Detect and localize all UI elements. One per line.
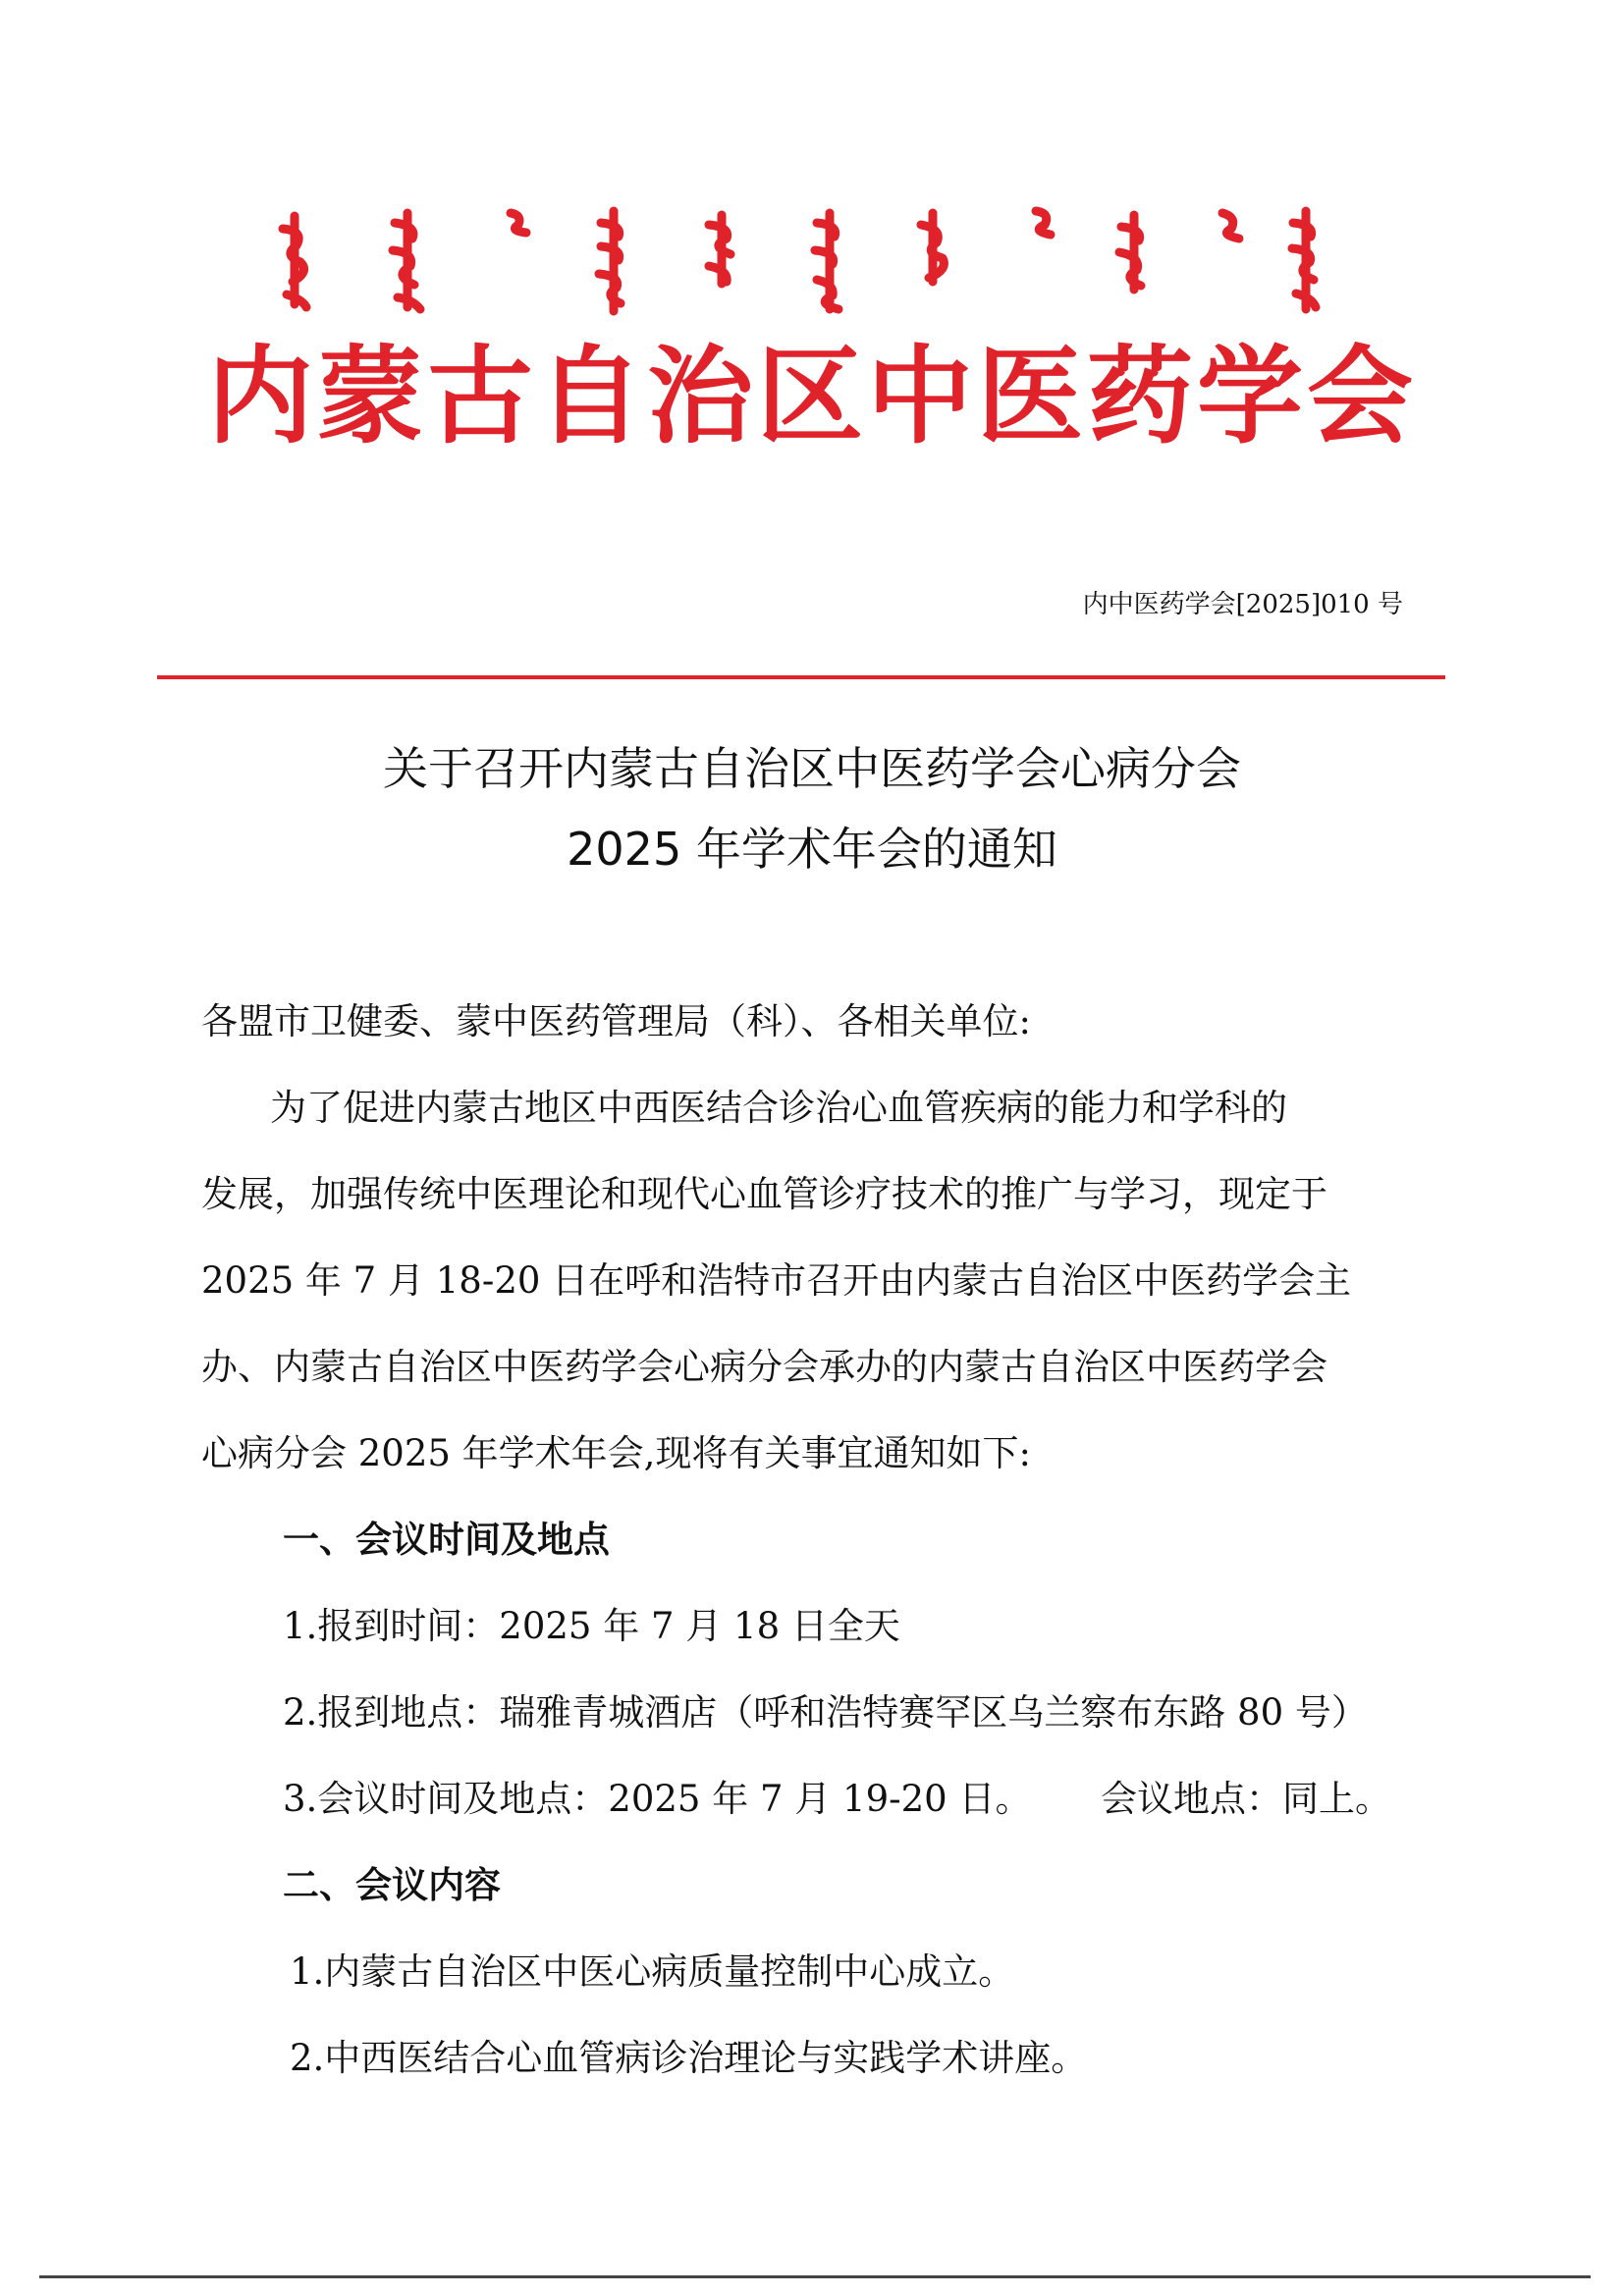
bottom-edge-line xyxy=(39,2275,1591,2278)
mongolian-word-10 xyxy=(1222,213,1239,239)
section-2-heading: 二、会议内容 xyxy=(283,1864,501,1906)
notice-title-line-1: 关于召开内蒙古自治区中医药学会心病分会 xyxy=(383,742,1241,795)
section-1-item-3: 3.会议时间及地点：2025 年 7 月 19-20 日。 会议地点：同上。 xyxy=(283,1778,1392,1820)
document-number: 内中医药学会[2025]010 号 xyxy=(1082,590,1403,619)
red-divider xyxy=(157,675,1445,679)
intro-line-4: 办、内蒙古自治区中医药学会心病分会承办的内蒙古自治区中医药学会 xyxy=(201,1346,1327,1388)
intro-line-3: 2025 年 7 月 18-20 日在呼和浩特市召开由内蒙古自治区中医药学会主 xyxy=(201,1259,1352,1302)
section-2-item-2: 2.中西医结合心血管病诊治理论与实践学术讲座。 xyxy=(290,2037,1088,2079)
notice-title-line-2: 2025 年学术年会的通知 xyxy=(567,823,1057,876)
mongolian-word-5 xyxy=(709,215,731,284)
section-1-heading: 一、会议时间及地点 xyxy=(283,1519,610,1561)
mongolian-word-3 xyxy=(511,213,526,233)
mongolian-word-1 xyxy=(283,216,306,307)
intro-line-1: 为了促进内蒙古地区中西医结合诊治心血管疾病的能力和学科的 xyxy=(270,1087,1287,1129)
mongolian-word-8 xyxy=(1036,211,1051,235)
mongolian-word-4 xyxy=(599,211,621,311)
mongolian-word-11 xyxy=(1292,211,1316,309)
section-1-item-1: 1.报到时间：2025 年 7 月 18 日全天 xyxy=(283,1605,900,1647)
mongolian-word-2 xyxy=(393,213,420,309)
org-name-heading: 内蒙古自治区中医药学会 xyxy=(206,336,1417,458)
mongolian-word-6 xyxy=(815,213,839,309)
mongolian-word-9 xyxy=(1119,215,1141,290)
intro-line-5: 心病分会 2025 年学术年会,现将有关事宜通知如下: xyxy=(201,1432,1031,1474)
mongolian-word-7 xyxy=(921,213,944,282)
section-2-item-1: 1.内蒙古自治区中医心病质量控制中心成立。 xyxy=(290,1950,1015,1993)
section-1-item-2: 2.报到地点：瑞雅青城酒店（呼和浩特赛罕区乌兰察布东路 80 号） xyxy=(283,1691,1368,1734)
mongolian-script-logo-icon xyxy=(265,201,1335,319)
intro-line-2: 发展，加强传统中医理论和现代心血管诊疗技术的推广与学习，现定于 xyxy=(201,1173,1327,1215)
salutation: 各盟市卫健委、蒙中医药管理局（科）、各相关单位: xyxy=(201,1000,1031,1042)
notice-title xyxy=(0,728,1624,889)
